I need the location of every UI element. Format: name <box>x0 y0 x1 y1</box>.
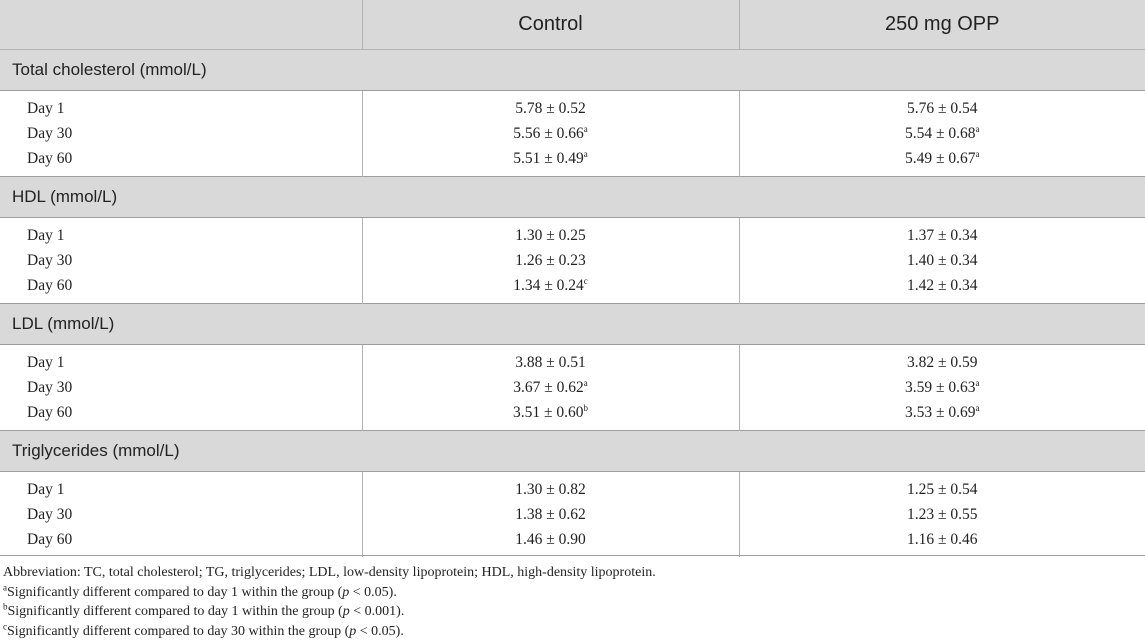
footnote-b-mark: b <box>3 601 8 612</box>
section-title: HDL (mmol/L) <box>0 177 1145 218</box>
control-cell-value: 1.34 ± 0.24 <box>513 276 584 294</box>
control-cell-value: 1.30 ± 0.25 <box>515 226 586 244</box>
row-label: Day 1 <box>0 345 362 376</box>
control-cell <box>362 527 739 557</box>
row-label: Day 30 <box>0 248 362 273</box>
header-blank <box>0 0 362 50</box>
row-label: Day 1 <box>0 218 362 249</box>
control-cell <box>362 375 739 400</box>
opp-cell-value: 1.40 ± 0.34 <box>906 251 978 269</box>
control-cell <box>362 345 739 376</box>
control-cell <box>362 472 739 503</box>
opp-cell <box>739 345 1145 376</box>
opp-cell-value: 5.54 ± 0.68 <box>904 124 976 142</box>
control-cell-footnote-mark: a <box>583 123 588 134</box>
row-label: Day 30 <box>0 502 362 527</box>
opp-cell <box>739 218 1145 249</box>
section-title: Triglycerides (mmol/L) <box>0 431 1145 472</box>
section-row <box>0 431 1145 472</box>
table-row <box>0 527 1145 557</box>
opp-cell <box>739 121 1145 146</box>
opp-cell <box>739 375 1145 400</box>
footnote-c-mark: c <box>3 620 7 631</box>
opp-cell-value: 1.23 ± 0.55 <box>906 505 978 523</box>
control-cell <box>362 121 739 146</box>
footnote-c-tail: < 0.05). <box>356 623 404 639</box>
footnote-b <box>3 602 1143 622</box>
footnote-a-mark: a <box>3 581 7 592</box>
table-body <box>0 50 1145 558</box>
opp-cell <box>739 502 1145 527</box>
opp-cell-value: 1.37 ± 0.34 <box>906 226 978 244</box>
control-cell-value: 1.26 ± 0.23 <box>515 251 586 269</box>
header-opp: 250 mg OPP <box>739 0 1145 50</box>
opp-cell-value: 1.42 ± 0.34 <box>906 276 978 294</box>
section-row <box>0 177 1145 218</box>
footnote-a-tail: < 0.05). <box>349 584 397 600</box>
section-title: LDL (mmol/L) <box>0 304 1145 345</box>
table-row <box>0 121 1145 146</box>
table-row <box>0 472 1145 503</box>
opp-cell-value: 5.76 ± 0.54 <box>906 99 978 117</box>
table-row <box>0 91 1145 122</box>
footnote-c-text: Significantly different compared to day 30 within the group ( <box>7 623 350 639</box>
control-cell <box>362 146 739 177</box>
opp-cell <box>739 472 1145 503</box>
control-cell-value: 3.88 ± 0.51 <box>515 353 586 371</box>
row-label: Day 60 <box>0 146 362 177</box>
control-cell-footnote-mark: c <box>583 275 588 286</box>
table-row <box>0 248 1145 273</box>
row-label: Day 60 <box>0 273 362 304</box>
control-cell-value: 3.67 ± 0.62 <box>513 378 584 396</box>
control-cell-footnote-mark: a <box>583 148 588 159</box>
section-title: Total cholesterol (mmol/L) <box>0 50 1145 91</box>
footnote-b-p: p <box>342 604 350 619</box>
footnote-abbreviation: Abbreviation: TC, total cholesterol; TG, triglycerides; LDL, low-density lipoprotein; HDL, high-density lipoprotein. <box>3 565 656 580</box>
opp-cell-footnote-mark: a <box>975 148 980 159</box>
control-cell-value: 3.51 ± 0.60 <box>512 403 584 421</box>
control-cell-value: 1.30 ± 0.82 <box>515 480 586 498</box>
control-cell-value: 5.51 ± 0.49 <box>513 149 584 167</box>
table-row <box>0 273 1145 304</box>
opp-cell-value: 5.49 ± 0.67 <box>904 149 976 167</box>
opp-cell <box>739 527 1145 557</box>
control-cell-value: 1.46 ± 0.90 <box>515 530 586 548</box>
section-row <box>0 304 1145 345</box>
opp-cell-value: 3.59 ± 0.63 <box>904 378 976 396</box>
section-row <box>0 50 1145 91</box>
row-label: Day 30 <box>0 121 362 146</box>
opp-cell <box>739 400 1145 431</box>
control-cell <box>362 248 739 273</box>
opp-cell-value: 1.16 ± 0.46 <box>906 530 978 548</box>
table-row <box>0 375 1145 400</box>
table-bottom-rule <box>0 555 1145 556</box>
row-label: Day 1 <box>0 472 362 503</box>
footnote-c-p: p <box>349 623 357 639</box>
footnotes <box>3 563 1143 641</box>
footnote-a <box>3 583 1143 603</box>
control-cell-value: 5.78 ± 0.52 <box>515 99 586 117</box>
control-cell-footnote-mark: a <box>583 377 588 388</box>
control-cell <box>362 91 739 122</box>
control-cell-value: 5.56 ± 0.66 <box>513 124 584 142</box>
row-label: Day 1 <box>0 91 362 122</box>
header-control: Control <box>362 0 739 50</box>
footnote-b-tail: < 0.001). <box>349 604 405 619</box>
footnote-c <box>3 622 1143 642</box>
control-cell-footnote-mark: b <box>583 402 588 413</box>
opp-cell-footnote-mark: a <box>975 123 980 134</box>
opp-cell-footnote-mark: a <box>975 377 980 388</box>
control-cell <box>362 400 739 431</box>
opp-cell-value: 3.82 ± 0.59 <box>906 353 978 371</box>
control-cell <box>362 218 739 249</box>
opp-cell <box>739 248 1145 273</box>
footnote-a-text: Significantly different compared to day 1 within the group ( <box>7 584 343 600</box>
opp-cell <box>739 91 1145 122</box>
control-cell <box>362 273 739 304</box>
table-header-row <box>0 0 1145 50</box>
control-cell <box>362 502 739 527</box>
table-row <box>0 146 1145 177</box>
row-label: Day 30 <box>0 375 362 400</box>
opp-cell-value: 1.25 ± 0.54 <box>906 480 978 498</box>
table-row <box>0 502 1145 527</box>
opp-cell-footnote-mark: a <box>975 402 980 413</box>
footnote-b-text: Significantly different compared to day 1 within the group ( <box>7 604 343 619</box>
footnote-a-p: p <box>342 584 350 600</box>
table-row <box>0 345 1145 376</box>
table-row <box>0 218 1145 249</box>
opp-cell <box>739 146 1145 177</box>
control-cell-value: 1.38 ± 0.62 <box>515 505 586 523</box>
opp-cell <box>739 273 1145 304</box>
row-label: Day 60 <box>0 400 362 431</box>
row-label: Day 60 <box>0 527 362 557</box>
table-row <box>0 400 1145 431</box>
opp-cell-value: 3.53 ± 0.69 <box>904 403 976 421</box>
